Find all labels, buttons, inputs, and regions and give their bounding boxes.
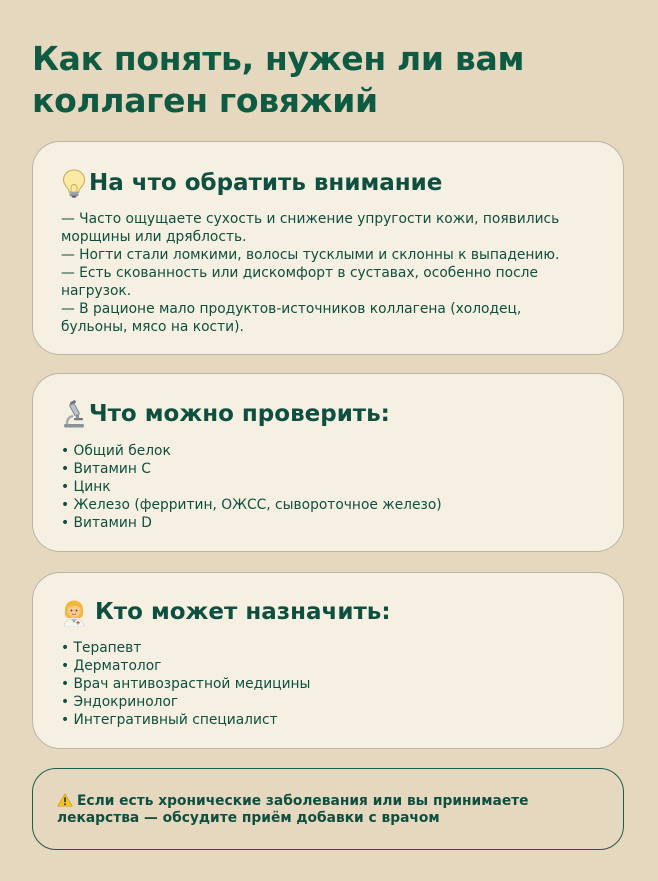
microscope-icon — [61, 399, 87, 429]
attention-line: морщины или дряблость. — [61, 229, 247, 245]
list-item: • Витамин D — [61, 515, 152, 531]
attention-text — [61, 210, 607, 336]
doctors-card — [32, 572, 624, 749]
warning-note-line-2: лекарства — обсудите приём добавки с врачом — [57, 810, 440, 826]
list-item: • Интегративный специалист — [61, 712, 278, 728]
list-item: • Общий белок — [61, 443, 171, 459]
health-worker-icon — [61, 597, 87, 627]
doctors-heading: Кто может назначить: — [95, 599, 391, 625]
attention-line: — В рационе мало продуктов-источников коллагена (холодец, — [61, 301, 522, 317]
list-item: • Цинк — [61, 479, 111, 495]
doctors-list — [61, 639, 607, 729]
warning-note-text — [57, 793, 603, 827]
warning-icon — [57, 793, 73, 807]
lightbulb-icon — [61, 168, 87, 198]
warning-note — [32, 768, 624, 850]
page-title-line-2: коллаген говяжий — [32, 81, 378, 120]
attention-line: — Ногти стали ломкими, волосы тусклыми и склонны к выпадению. — [61, 247, 560, 263]
list-item: • Витамин С — [61, 461, 151, 477]
attention-heading: На что обратить внимание — [89, 170, 443, 196]
list-item: • Железо (ферритин, ОЖСС, сывороточное железо) — [61, 497, 442, 513]
attention-line: — Есть скованность или дискомфорт в суставах, особенно после — [61, 265, 538, 281]
list-item: • Врач антивозрастной медицины — [61, 676, 311, 692]
list-item: • Эндокринолог — [61, 694, 179, 710]
attention-line: — Часто ощущаете сухость и снижение упругости кожи, появились — [61, 211, 560, 227]
tests-list — [61, 442, 607, 532]
page-title — [32, 38, 632, 122]
tests-heading: Что можно проверить: — [89, 401, 390, 427]
attention-line: бульоны, мясо на кости). — [61, 319, 244, 335]
attention-card — [32, 141, 624, 355]
page-title-line-1: Как понять, нужен ли вам — [32, 39, 525, 78]
doctors-header — [61, 597, 391, 627]
list-item: • Дерматолог — [61, 658, 162, 674]
attention-line: нагрузок. — [61, 283, 132, 299]
attention-header — [61, 168, 442, 198]
warning-note-line-1: Если есть хронические заболевания или вы принимаете — [77, 793, 529, 809]
list-item: • Терапевт — [61, 640, 142, 656]
tests-card — [32, 373, 624, 552]
tests-header — [61, 399, 390, 429]
